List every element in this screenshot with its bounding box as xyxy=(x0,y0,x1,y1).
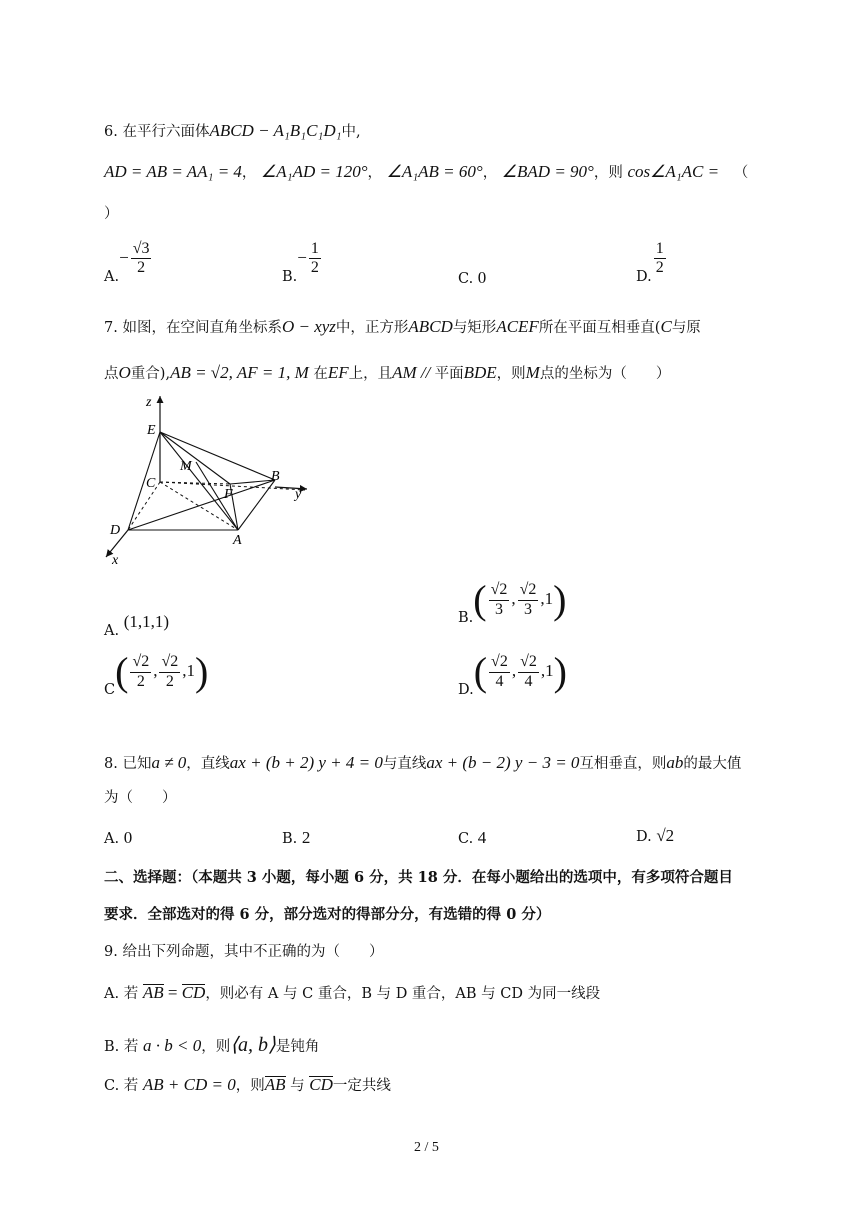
q7-option-b: B.( $\frac{√2}{3}$ , $\frac{√2}{3}$ ,1) xyxy=(458,577,567,626)
q8-option-c: C. 4 xyxy=(458,828,487,847)
q9-option-b: B. 若 a · b < 0，则⟨a, b⟩是钝角 xyxy=(104,1034,320,1056)
q8-option-d: D. √2 xyxy=(636,826,675,845)
page-number: 2 / 5 xyxy=(414,1140,439,1155)
q6-stem: 6. 在平行六面体ABCD − A₁B₁C₁D₁中, xyxy=(104,121,361,140)
q6-option-b: B.− $\frac{1}{2}$ xyxy=(282,240,319,285)
label-F: F xyxy=(224,487,233,502)
label-M: M xyxy=(180,459,192,474)
q8-option-a: A. 0 xyxy=(104,828,133,847)
label-B: B xyxy=(271,469,280,484)
q7-line2: 点O重合),AB = √2, AF = 1, M 在EF上，且AM // 平面BDE，则M点的坐标为（ ） xyxy=(104,363,671,382)
q9-stem: 9. 给出下列命题，其中不正确的为（ ） xyxy=(104,944,384,960)
q7-option-d: D.( $\frac{√2}{4}$ , $\frac{√2}{4}$ ,1) xyxy=(458,649,567,698)
section2-line2: 要求．全部选对的得 6 分，部分选对的得部分分，有选错的得 0 分） xyxy=(104,906,551,923)
q6-conditions: AD = AB = AA₁ = 4， ∠A₁AD = 120°， ∠A₁AB = 60°， ∠BAD = 90°，则 cos∠A₁AC = （ xyxy=(104,162,749,181)
label-A: A xyxy=(233,533,242,548)
q7-option-c: C( $\frac{√2}{2}$ , $\frac{√2}{2}$ ,1) xyxy=(104,649,209,698)
q9-option-a: A. 若 AB = CD，则必有 A 与 C 重合，B 与 D 重合，AB 与 CD 为同一线段 xyxy=(104,983,601,1002)
label-E: E xyxy=(147,423,156,438)
label-x: x xyxy=(112,553,119,567)
label-y: y xyxy=(295,487,302,502)
label-D: D xyxy=(110,523,121,538)
q6-option-a: A.− $\frac{√3}{2}$ xyxy=(104,240,150,285)
q8-line1: 8. 已知a ≠ 0，直线ax + (b + 2) y + 4 = 0与直线ax + (b − 2) y − 3 = 0互相垂直，则ab的最大值 xyxy=(104,753,742,772)
q7-figure xyxy=(100,392,320,567)
q6-option-d: D. $\frac{1}{2}$ xyxy=(636,240,664,285)
q6-option-c: C. 0 xyxy=(458,268,487,287)
q9-option-c: C. 若 AB + CD = 0，则AB 与 CD一定共线 xyxy=(104,1075,391,1094)
q6-close-paren: ） xyxy=(104,206,119,222)
y-axis xyxy=(275,487,307,489)
section2-line1: 二、选择题：（本题共 3 小题，每小题 6 分，共 18 分．在每小题给出的选项中，有多项符合题目 xyxy=(104,869,733,886)
label-C: C xyxy=(146,476,156,491)
q8-option-b: B. 2 xyxy=(282,828,311,847)
q8-line2: 为（ ） xyxy=(104,790,177,806)
q7-line1: 7. 如图，在空间直角坐标系O − xyz中，正方形ABCD与矩形ACEF所在平面互相垂直(C与原 xyxy=(104,317,701,336)
label-z: z xyxy=(146,395,152,410)
q7-option-a: A. (1,1,1) xyxy=(104,612,170,639)
